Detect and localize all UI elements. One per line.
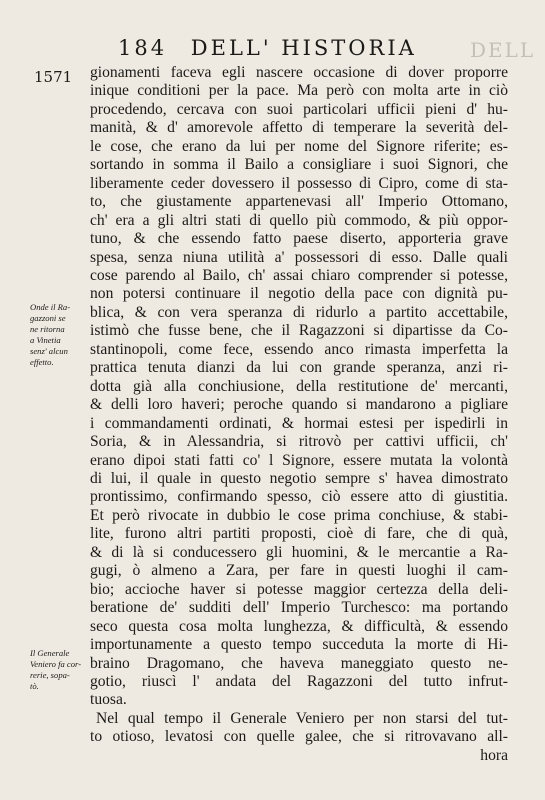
text-line: non potersi continuare il negotio della pace con dignità pu-	[90, 285, 508, 303]
page-number: 184	[118, 36, 168, 60]
bleed-through-text: DELL	[470, 38, 536, 62]
margin-note-line: Veniero fa cor-	[30, 659, 82, 669]
text-line: manità, & d' amorevole affetto di temperare la severità del-	[90, 119, 508, 137]
margin-note-line: ne ritorna	[30, 324, 65, 334]
text-line: seco questa cosa molta lunghezza, & difficultà, & essendo	[90, 617, 508, 635]
margin-note-veniero	[30, 648, 88, 692]
margin-note-line: senz' alcun	[30, 346, 68, 356]
text-line: spesa, senza niuna utilità a' possessori di esso. Dalle quali	[90, 248, 508, 266]
margin-note-line: rerie, sopa-	[30, 670, 70, 680]
margin-note-line: effetto.	[30, 357, 54, 367]
running-title: DELL' HISTORIA	[190, 36, 417, 60]
text-line: & delli loro haveri; peroche quando si mandarono a pigliare	[90, 396, 508, 414]
text-line: tuno, & che essendo fatto paese diserto, apporteria grave	[90, 230, 508, 248]
text-line: i commandamenti ordinati, & hormai estesi per ispedirli in	[90, 414, 508, 432]
text-line: lite, furono altri partiti proposti, cioè di fare, che di quà,	[90, 525, 508, 543]
page-header	[118, 36, 448, 60]
text-line: dotta già alla conchiusione, della restitutione de' mercanti,	[90, 377, 508, 395]
body-text	[90, 64, 508, 765]
text-line: beratione de' sudditi dell' Imperio Turchesco: ma portando	[90, 599, 508, 617]
text-line: di lui, il quale in questo negotio sempre s' havea dimostrato	[90, 469, 508, 487]
text-line: Et però rivocate in dubbio le cose prima conchiuse, & stabi-	[90, 506, 508, 524]
text-line: le cose, che erano da lui per nome del Signore riferite; es-	[90, 137, 508, 155]
text-line: braino Dragomano, che haveva maneggiato questo ne-	[90, 654, 508, 672]
text-line: to otioso, levatosi con quelle galee, che si ritrovavano all-	[90, 728, 508, 746]
text-line: Nel qual tempo il Generale Veniero per non starsi del tut-	[96, 709, 508, 727]
text-line: & di là si conducessero gli huomini, & le mercantie a Ra-	[90, 543, 508, 561]
text-line: stantinopoli, come fece, essendo anco rimasta imperfetta la	[90, 340, 508, 358]
text-line: tuosa.	[90, 691, 127, 709]
text-line: erano dipoi stati fatti co' l Signore, essere mutata la volontà	[90, 451, 508, 469]
margin-note-line: Onde il Ra-	[30, 302, 71, 312]
text-line: gotio, riuscì l' andata del Ragazzoni del tutto infrut-	[90, 672, 508, 690]
margin-note-ragazzoni	[30, 302, 88, 368]
text-line: bio; accioche haver si potesse maggior certezza della deli-	[90, 580, 508, 598]
text-line: inique conditioni per la pace. Ma però con molta arte in ciò	[90, 82, 508, 100]
text-line: importunamente a questo tempo succeduta la morte di Hi-	[90, 636, 508, 654]
margin-note-line: Il Generale	[30, 648, 70, 658]
text-line: gugi, ò almeno a Zara, per fare in questi luoghi il cam-	[90, 562, 508, 580]
text-line: cose parendo al Bailo, ch' assai chiaro comprender si potesse,	[90, 266, 508, 284]
text-line: blica, & con vera speranza di ridurlo a partito accettabile,	[90, 303, 508, 321]
text-line: sortando in somma il Bailo a consigliare i suoi Signori, che	[90, 156, 508, 174]
text-line: procedendo, cercava con suoi particolari ufficii pieni d' hu-	[90, 100, 508, 118]
text-line: prontissimo, confirmando spesso, ciò essere atto di giustitia.	[90, 488, 508, 506]
text-line: istimò che fusse bene, che il Ragazzoni si dipartisse da Co-	[90, 322, 508, 340]
text-line: liberamente ceder dovessero il possesso di Cipro, come di sta-	[90, 174, 508, 192]
margin-note-line: a Vinetia	[30, 335, 61, 345]
catchword: hora	[480, 746, 508, 764]
text-line: ch' era a gli altri stati di quello più commodo, & più oppor-	[90, 211, 508, 229]
text-line: Soria, & in Alessandria, si ritrovò per cattivi ufficii, ch'	[90, 433, 508, 451]
text-line: gionamenti faceva egli nascere occasione di dover proporre	[90, 64, 508, 81]
margin-note-line: gazzoni se	[30, 313, 66, 323]
text-line: to, che giustamente appartenevasi all' Imperio Ottomano,	[90, 193, 508, 211]
margin-note-line: tò.	[30, 681, 39, 691]
text-line: prattica tenuta dianzi da lui con grande speranza, anzi ri-	[90, 359, 508, 377]
year-marginal: 1571	[34, 68, 73, 86]
